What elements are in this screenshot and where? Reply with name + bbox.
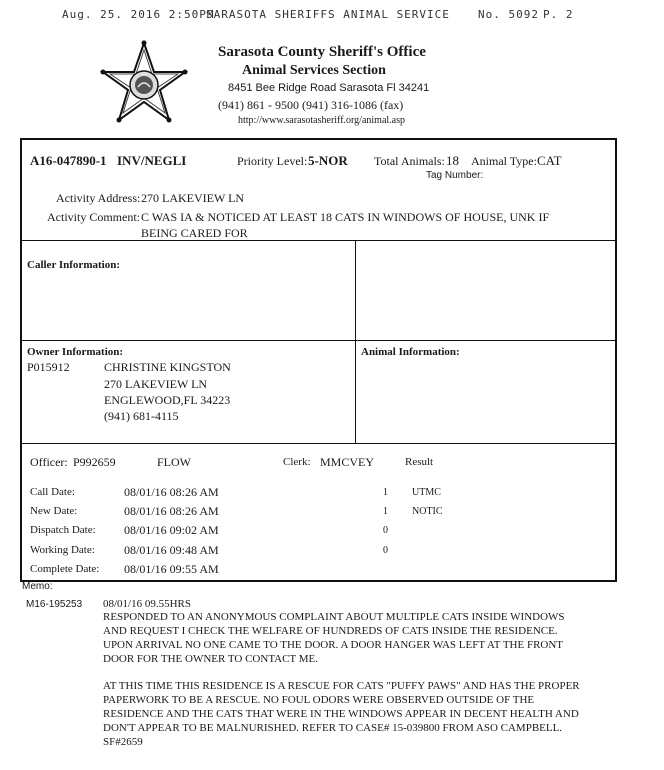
memo-line: RESPONDED TO AN ANONYMOUS COMPLAINT ABOUT MULTIPLE CATS INSIDE WINDOWS: [103, 611, 565, 623]
memo-line: RESIDENCE AND THE CATS THAT WERE IN THE WINDOWS APPEAR IN DECENT HEALTH AND: [103, 708, 579, 720]
date-label: New Date:: [30, 505, 78, 517]
divider-owner-top: [20, 340, 617, 341]
fax-page: P. 2: [543, 8, 574, 21]
fax-datetime: Aug. 25. 2016 2:50PM: [62, 8, 215, 21]
animal-type-label: Animal Type:: [471, 154, 537, 168]
org-name: Sarasota County Sheriff's Office: [218, 44, 426, 60]
priority-label: Priority Level:: [237, 154, 308, 168]
section-name: Animal Services Section: [242, 63, 386, 78]
clerk-name: MMCVEY: [320, 455, 375, 469]
date-label: Dispatch Date:: [30, 524, 96, 536]
org-phones: (941) 861 - 9500 (941) 316-1086 (fax): [218, 98, 404, 112]
date-label: Call Date:: [30, 486, 75, 498]
priority-value: 5-NOR: [308, 153, 348, 168]
date-value: 08/01/16 08:26 AM: [124, 504, 219, 518]
result-label: Result: [405, 456, 434, 468]
memo-line: DOOR FOR THE OWNER TO CONTACT ME.: [103, 653, 318, 665]
divider-caller-top: [20, 240, 617, 241]
org-url: http://www.sarasotasheriff.org/animal.asp: [238, 115, 406, 126]
date-count: 1: [383, 487, 388, 498]
activity-address-value: 270 LAKEVIEW LN: [141, 191, 245, 205]
memo-line: PAPERWORK TO BE A RESCUE. NO FOUL ODORS WERE OBSERVED OUTSIDE OF THE: [103, 694, 535, 706]
case-number: A16-047890-1: [30, 153, 107, 168]
date-count: 1: [383, 506, 388, 517]
memo-line: UPON ARRIVAL NO ONE CAME TO THE DOOR. A DOOR HANGER WAS LEFT AT THE FRONT: [103, 639, 564, 651]
divider-vertical-mid: [355, 240, 356, 443]
total-animals-label: Total Animals:: [374, 154, 445, 168]
date-value: 08/01/16 09:55 AM: [124, 562, 219, 576]
date-label: Complete Date:: [30, 563, 100, 575]
date-value: 08/01/16 09:02 AM: [124, 523, 219, 537]
officer-label: Officer:: [30, 455, 68, 469]
officer-name: FLOW: [157, 455, 191, 469]
memo-date: 08/01/16 09.55HRS: [103, 598, 192, 610]
activity-comment-label: Activity Comment:: [47, 210, 140, 224]
owner-name: CHRISTINE KINGSTON: [104, 360, 231, 374]
memo-label: Memo:: [22, 581, 53, 592]
officer-id: P992659: [73, 455, 116, 469]
memo-line: AND REQUEST I CHECK THE WELFARE OF HUNDREDS OF CATS INSIDE THE RESIDENCE.: [103, 625, 558, 637]
animal-type-value: CAT: [537, 153, 562, 168]
box-left-border: [20, 138, 22, 581]
total-animals-value: 18: [446, 153, 459, 168]
sheriff-star-badge-icon: [100, 40, 188, 126]
date-value: 08/01/16 08:26 AM: [124, 485, 219, 499]
date-label: Working Date:: [30, 544, 95, 556]
owner-street: 270 LAKEVIEW LN: [104, 377, 208, 391]
activity-address-label: Activity Address:: [56, 191, 141, 205]
memo-id: M16-195253: [26, 599, 83, 610]
box-top-border: [20, 138, 617, 140]
box-right-border: [615, 138, 617, 581]
case-type: INV/NEGLI: [117, 153, 187, 168]
animal-info-label: Animal Information:: [361, 346, 460, 358]
date-count: 0: [383, 525, 388, 536]
tag-number-label: Tag Number:: [426, 170, 484, 181]
activity-comment-line1: C WAS IA & NOTICED AT LEAST 18 CATS IN WINDOWS OF HOUSE, UNK IF: [141, 210, 550, 224]
date-count: 0: [383, 545, 388, 556]
clerk-label: Clerk:: [283, 456, 311, 468]
owner-phone: (941) 681-4115: [104, 409, 179, 423]
box-bottom-border: [20, 580, 617, 582]
memo-line: DON'T APPEAR TO BE MALNURISHED. REFER TO CASE# 15-039800 FROM ASO CAMPBELL.: [103, 722, 563, 734]
fax-number: No. 5092: [478, 8, 539, 21]
owner-city: ENGLEWOOD,FL 34223: [104, 393, 231, 407]
owner-info-label: Owner Information:: [27, 346, 124, 358]
memo-line: SF#2659: [103, 736, 143, 748]
fax-sender: SARASOTA SHERIFFS ANIMAL SERVICE: [206, 8, 450, 21]
caller-info-label: Caller Information:: [27, 259, 120, 271]
date-result: NOTIC: [412, 506, 443, 517]
org-address: 8451 Bee Ridge Road Sarasota Fl 34241: [228, 82, 430, 94]
activity-comment-line2: BEING CARED FOR: [141, 226, 248, 240]
divider-officer-top: [20, 443, 617, 444]
memo-line: AT THIS TIME THIS RESIDENCE IS A RESCUE FOR CATS "PUFFY PAWS" AND HAS THE PROPER: [103, 680, 580, 692]
date-value: 08/01/16 09:48 AM: [124, 543, 219, 557]
owner-id: P015912: [27, 360, 70, 374]
date-result: UTMC: [412, 487, 441, 498]
